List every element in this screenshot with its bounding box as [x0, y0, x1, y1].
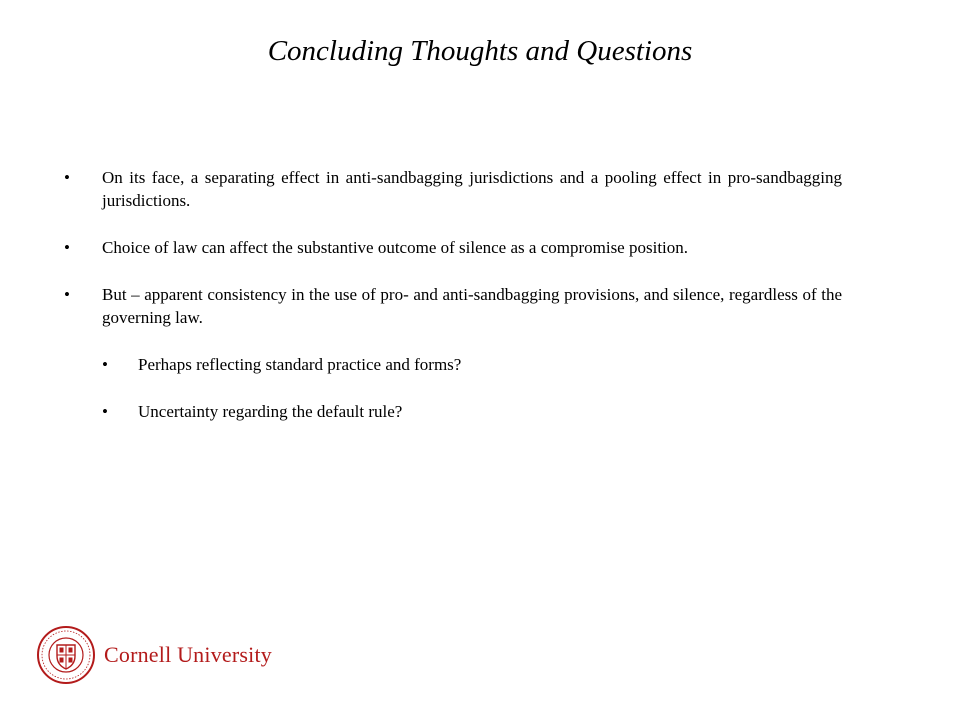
bullet-marker: •	[64, 238, 70, 257]
bullet-item	[64, 236, 842, 259]
sub-bullet-item	[102, 353, 842, 376]
bullet-marker: •	[102, 355, 108, 374]
slide-title: Concluding Thoughts and Questions	[267, 35, 693, 67]
cornell-wordmark: Cornell University	[104, 642, 272, 667]
bullet-marker: •	[64, 285, 70, 304]
bullet-text: Perhaps reflecting standard practice and forms?	[138, 355, 462, 374]
cornell-seal-icon	[36, 625, 96, 685]
bullet-list	[64, 166, 842, 447]
bullet-item	[64, 166, 842, 212]
bullet-marker: •	[102, 402, 108, 421]
bullet-marker: •	[64, 168, 70, 187]
bullet-text: But – apparent consistency in the use of pro- and anti-sandbagging provisions, and silence, regardless of the governing law.	[102, 285, 842, 327]
bullet-item	[64, 283, 842, 329]
bullet-text: Choice of law can affect the substantive outcome of silence as a compromise position.	[102, 238, 689, 257]
bullet-text: On its face, a separating effect in anti-sandbagging jurisdictions and a pooling effect in pro-sandbagging jurisdictions.	[102, 168, 842, 210]
cornell-logo	[36, 625, 272, 685]
bullet-text: Uncertainty regarding the default rule?	[138, 402, 403, 421]
sub-bullet-item	[102, 400, 842, 423]
